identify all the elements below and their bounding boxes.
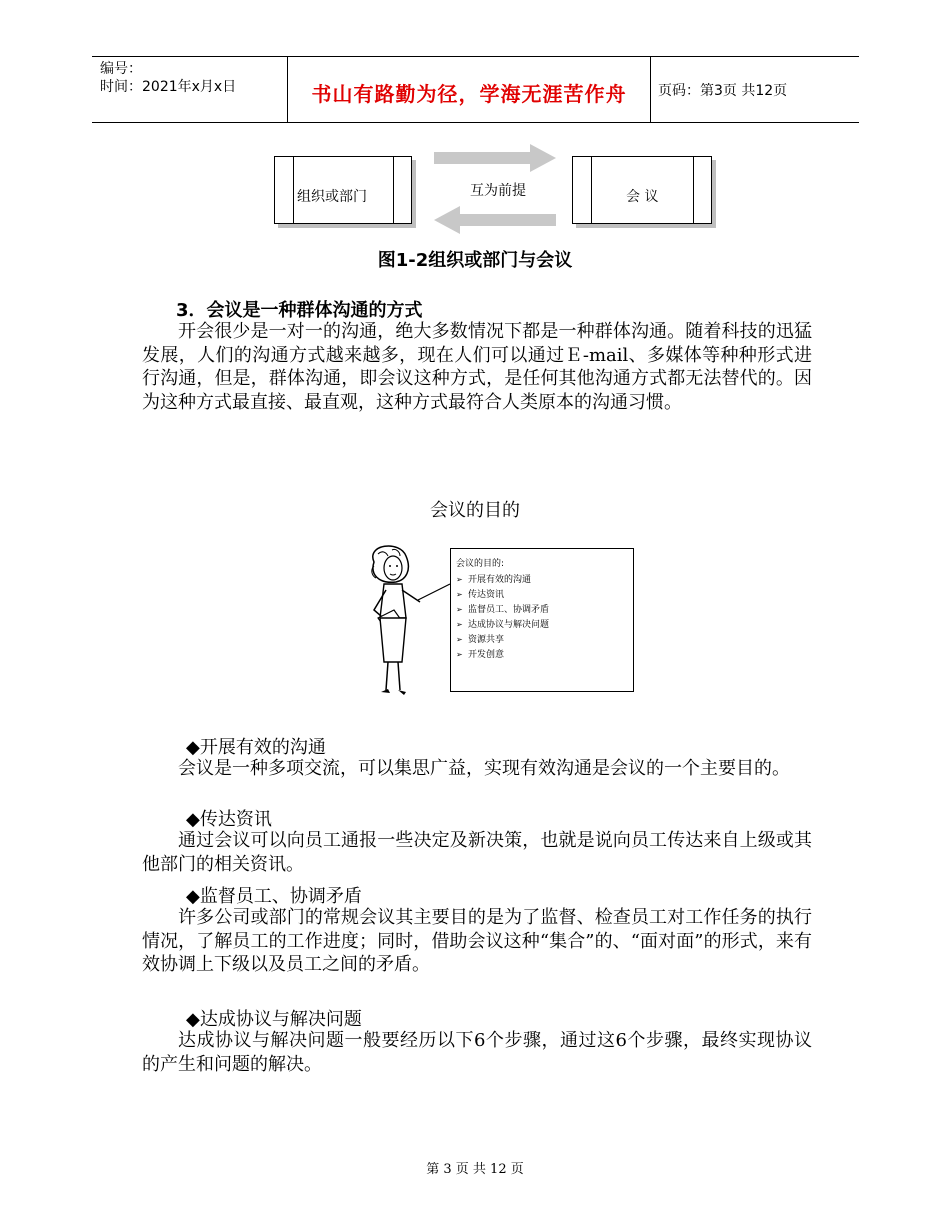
arrow-bullet-icon: ➢ (456, 620, 463, 629)
left-arrow-icon (434, 206, 556, 234)
presenter-illustration-icon (348, 540, 452, 704)
header-number-label: 编号： (100, 61, 142, 77)
point-text-communication: 会议是一种多项交流，可以集思广益，实现有效沟通是会议的一个主要目的。 (178, 758, 790, 779)
slide-item: ➢ 监督员工、协调矛盾 (456, 605, 550, 615)
slide-item: ➢ 开发创意 (456, 650, 505, 660)
slide-item: ➢ 达成协议与解决问题 (456, 620, 550, 630)
arrow-bullet-icon: ➢ (456, 650, 463, 659)
meeting-box-label: 会 议 (626, 189, 659, 205)
point-title-agreement: ◆达成协议与解决问题 (186, 1009, 362, 1030)
header-bottom-rule (92, 122, 859, 123)
slide-item: ➢ 开展有效的沟通 (456, 575, 532, 585)
page-footer: 第 3 页 共 12 页 (426, 1162, 524, 1177)
arrow-bullet-icon: ➢ (456, 575, 463, 584)
point-text-agreement: 达成协议与解决问题一般要经历以下6个步骤，通过这6个步骤，最终实现协议的产生和问题的解决。 (142, 1030, 812, 1075)
point-text-supervision: 许多公司或部门的常规会议其主要目的是为了监督、检查员工对工作任务的执行情况，了解员工的工作进度；同时，借助会议这种“集合”的、“面对面”的形式，来有效协调上下级以及员工之间的矛盾。 (142, 907, 812, 975)
purpose-title: 会议的目的 (430, 500, 520, 521)
slide-item: ➢ 资源共享 (456, 635, 505, 645)
header-meta (100, 60, 236, 96)
slide-item: ➢ 传达资讯 (456, 590, 505, 600)
org-dept-box-label: 组织或部门 (297, 189, 367, 205)
slide-title: 会议的目的: (456, 559, 505, 569)
point-title-information: ◆传达资讯 (186, 809, 272, 830)
header-top-rule (92, 56, 859, 57)
figure-caption: 图1-2组织或部门与会议 (377, 250, 573, 271)
header-motto: 书山有路勤为径，学海无涯苦作舟 (311, 82, 627, 106)
arrow-bullet-icon: ➢ (456, 590, 463, 599)
header-time-label: 时间：2021年x月x日 (100, 79, 237, 95)
header-divider-right (650, 56, 651, 122)
right-arrow-icon (434, 144, 556, 172)
point-title-supervision: ◆监督员工、协调矛盾 (186, 886, 362, 907)
header-page-label: 页码：第3页 共12页 (658, 83, 788, 99)
point-title-communication: ◆开展有效的沟通 (186, 737, 326, 758)
arrow-bullet-icon: ➢ (456, 635, 463, 644)
arrow-label: 互为前提 (470, 183, 526, 199)
section-paragraph: 开会很少是一对一的沟通，绝大多数情况下都是一种群体沟通。随着科技的迅猛发展，人们的沟通方式越来越多，现在人们可以通过Ｅ-mail、多媒体等种种形式进行沟通，但是，群体沟通，即会议这种方式，是任何其他沟通方式都无法替代的。因为这种方式最直接、最直观，这种方式最符合人类原本的沟通习惯。 (142, 321, 812, 413)
arrow-bullet-icon: ➢ (456, 605, 463, 614)
point-text-information: 通过会议可以向员工通报一些决定及新决策，也就是说向员工传达来自上级或其他部门的相关资讯。 (142, 830, 812, 875)
section-heading: 3．会议是一种群体沟通的方式 (176, 300, 423, 321)
